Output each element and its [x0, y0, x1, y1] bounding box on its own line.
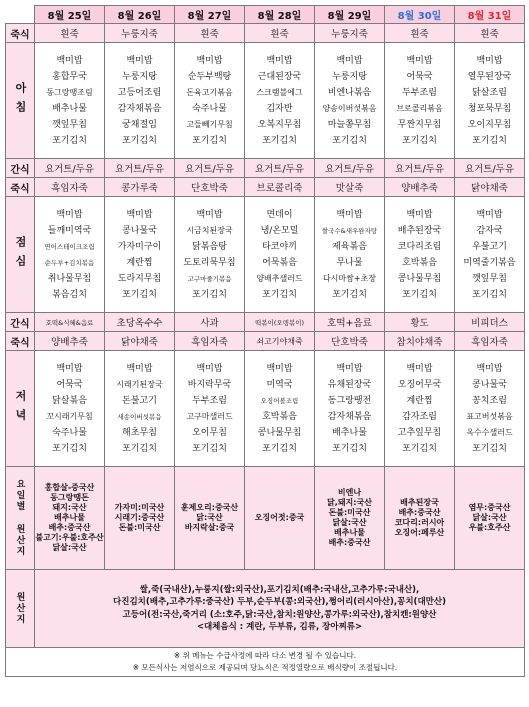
- menu-item: 포기김치: [262, 289, 297, 300]
- menu-item: 배추나물: [332, 427, 367, 438]
- menu-item: 미역국: [266, 379, 293, 390]
- menu-item: 오이무침: [192, 427, 227, 438]
- menu-item: 포기김치: [472, 443, 507, 454]
- menu-item: 마늘쫑무침: [327, 119, 372, 130]
- porridge-item: 단호박죽: [315, 332, 385, 351]
- menu-item: 포기김치: [262, 443, 297, 454]
- menu-item: 배추나물: [52, 103, 87, 114]
- dinner-porridge-row: [6, 332, 525, 351]
- daily-origin-row: [6, 467, 525, 570]
- menu-item: 스크램블에그: [256, 87, 303, 97]
- menu-item: 표고버섯볶음: [466, 411, 513, 421]
- menu-item: 깻잎무침: [472, 273, 507, 284]
- porridge-label: 죽식: [6, 332, 35, 351]
- dinner-menu: [35, 351, 105, 467]
- menu-item: 연어스테이크조림: [44, 242, 95, 251]
- breakfast-menu: [385, 43, 455, 159]
- menu-item: 두부조림: [402, 87, 437, 98]
- menu-item: 꼬시래기무침: [46, 411, 93, 421]
- menu-item: 감자채볶음: [117, 103, 162, 114]
- porridge-item: 양배추죽: [35, 332, 105, 351]
- lunch-porridge-row: [6, 178, 525, 197]
- date-header: 8월 26일: [105, 6, 175, 24]
- snack-item: 비피더스: [455, 313, 525, 332]
- daily-origin-text: 가자미:미국산 시래기:중국산 돈불:미국산: [105, 467, 175, 570]
- menu-item: 백미밥: [126, 363, 153, 374]
- menu-item: 우불고기: [472, 241, 507, 252]
- snack-item: 요거트/두유: [175, 159, 245, 178]
- menu-item: 고구마샐러드: [186, 411, 233, 421]
- dinner-menu: [175, 351, 245, 467]
- menu-item: 바지락무국: [187, 379, 232, 390]
- menu-item: 깻잎무침: [52, 119, 87, 130]
- porridge-item: 참치야채죽: [385, 332, 455, 351]
- footnotes: [6, 648, 525, 677]
- menu-item: 무나물: [336, 257, 363, 268]
- breakfast-menu: [455, 43, 525, 159]
- menu-item: 닭살볶음: [52, 395, 87, 406]
- snack-item: 요거트/두유: [245, 159, 315, 178]
- menu-item: 닭살조림: [472, 87, 507, 98]
- menu-item: 근대된장국: [257, 71, 302, 82]
- daily-origin-text: 배추된장국 배추:중국산 코다리:러시아 오징어:페루산: [385, 467, 455, 570]
- menu-item: 해초무침: [122, 427, 157, 438]
- daily-origin-label: 요일별 원산지: [6, 467, 35, 570]
- menu-item: 백미밥: [126, 55, 153, 66]
- afternoon-snack-row: [6, 313, 525, 332]
- menu-item: 포기김치: [122, 443, 157, 454]
- date-header-sunday: 8월 31일: [455, 6, 525, 24]
- snack-item: 떡볶이(오뎅볶이): [245, 313, 315, 332]
- menu-item: 옥수수샐러드: [466, 427, 513, 437]
- snack-item: 요거트/두유: [35, 159, 105, 178]
- menu-item: 가자미구이: [117, 241, 162, 252]
- menu-item: 무짠지무침: [397, 119, 442, 130]
- menu-item: 도토리묵무침: [183, 257, 236, 268]
- menu-item: 고들빼기무침: [186, 119, 233, 129]
- daily-origin-text: 홍합살-중국산 동그랑땡돈 돼지:국산 배추나물 배추:중국산 불고기:우불:호주산 닭살:국산: [35, 467, 105, 570]
- menu-item: 돈불고기: [122, 395, 157, 406]
- origin-line: 고등어(전:국산,죽거리 (소:호주,닭:국산,참치:원양산,콩가루:외국산),참치캔:원양산: [122, 609, 437, 620]
- menu-item: 호박볶음: [402, 257, 437, 268]
- menu-item: 오징어볼조림: [260, 396, 299, 405]
- menu-item: 포기김치: [192, 135, 227, 146]
- porridge-item: 닭야채죽: [455, 178, 525, 197]
- menu-item: 어묵국: [56, 379, 83, 390]
- snack-label: 간식: [6, 159, 35, 178]
- menu-item: 고구마줄기볶음: [187, 274, 232, 283]
- origin-text: [35, 570, 525, 648]
- menu-item: 궁채절임: [122, 119, 157, 130]
- menu-item: 오징어무국: [397, 379, 442, 390]
- menu-item: 호박볶음: [262, 411, 297, 422]
- menu-item: 백미밥: [196, 363, 223, 374]
- origin-line: 쌀,죽(국내산),누룽지(쌀:외국산),포기김치(배추:국내산,고추가루:국내산),: [139, 584, 420, 595]
- date-header-saturday: 8월 30일: [385, 6, 455, 24]
- origin-line: <대체음식 : 계란, 두부류, 김류, 장아찌류>: [196, 622, 363, 632]
- porridge-item: 콩가루죽: [105, 178, 175, 197]
- menu-item: 냉/온모밀: [260, 225, 299, 236]
- menu-item: 다시마쌈+초장: [322, 273, 377, 283]
- menu-item: 백미밥: [476, 363, 503, 374]
- menu-item: 백미밥: [336, 209, 363, 220]
- daily-origin-text: 비엔나 닭,돼지:국산 돈불:미국산 닭살:국산 배추나물 배추:중국산: [315, 467, 385, 570]
- lunch-menu: [245, 197, 315, 313]
- snack-item: 호떡&식혜&음료: [35, 313, 105, 332]
- menu-item: 백미밥: [196, 55, 223, 66]
- porridge-item: 쇠고기야채죽: [245, 332, 315, 351]
- menu-item: 포기김치: [192, 289, 227, 300]
- menu-item: 쌀국수&새우완자탕: [321, 226, 378, 235]
- porridge-item: 흰죽: [175, 24, 245, 43]
- date-header: 8월 29일: [315, 6, 385, 24]
- menu-item: 제육볶음: [332, 241, 367, 252]
- menu-item: 감자조림: [402, 411, 437, 422]
- menu-item: 백미밥: [406, 209, 433, 220]
- menu-item: 백미밥: [266, 363, 293, 374]
- date-header: 8월 25일: [35, 6, 105, 24]
- lunch-menu: [455, 197, 525, 313]
- corner-cell: [6, 6, 35, 24]
- menu-item: 백미밥: [336, 55, 363, 66]
- morning-snack-row: [6, 159, 525, 178]
- porridge-item: 단호박죽: [175, 178, 245, 197]
- date-header: 8월 27일: [175, 6, 245, 24]
- menu-item: 양배추샐러드: [256, 273, 303, 283]
- snack-item: 요거트/두유: [315, 159, 385, 178]
- morning-porridge-row: [6, 24, 525, 43]
- dinner-menu: [245, 351, 315, 467]
- origin-row: [6, 570, 525, 648]
- menu-item: 배추된장국: [397, 225, 442, 236]
- menu-item: 포기김치: [122, 289, 157, 300]
- snack-item: 황도: [385, 313, 455, 332]
- menu-item: 백미밥: [196, 209, 223, 220]
- breakfast-menu: [245, 43, 315, 159]
- menu-item: 백미밥: [126, 209, 153, 220]
- porridge-label: 죽식: [6, 24, 35, 43]
- menu-item: 백미밥: [56, 55, 83, 66]
- menu-item: 오이지무침: [467, 119, 512, 130]
- footnote-line: ※ 모든식사는 저염식으로 제공되며 당뇨식은 적정열량으로 배식량이 조절됩니다.: [132, 663, 398, 672]
- dinner-menu: [385, 351, 455, 467]
- dinner-label: 저녁: [6, 351, 35, 467]
- menu-item: 계란찜: [406, 395, 433, 406]
- porridge-item: 흰죽: [385, 24, 455, 43]
- menu-item: 유채된장국: [327, 379, 372, 390]
- menu-item: 오복지무침: [257, 119, 302, 130]
- menu-item: 백미밥: [56, 363, 83, 374]
- dinner-menu: [315, 351, 385, 467]
- menu-item: 백미밥: [406, 55, 433, 66]
- date-header: 8월 28일: [245, 6, 315, 24]
- menu-item: 두부조림: [192, 395, 227, 406]
- menu-item: 홍합무국: [52, 71, 87, 82]
- menu-item: 감자채볶음: [327, 411, 372, 422]
- porridge-item: 누룽지죽: [315, 24, 385, 43]
- menu-item: 백미밥: [476, 55, 503, 66]
- menu-item: 포기김치: [332, 289, 367, 300]
- menu-item: 청포묵무침: [467, 103, 512, 114]
- snack-label: 간식: [6, 313, 35, 332]
- dinner-menu: [105, 351, 175, 467]
- footnote-line: ※ 위 메뉴는 수급사정에 따라 다소 변경 될 수 있습니다.: [173, 651, 357, 660]
- menu-item: 숙주나물: [52, 427, 87, 438]
- breakfast-menu: [175, 43, 245, 159]
- menu-item: 백미밥: [476, 209, 503, 220]
- menu-item: 시래기된장국: [116, 379, 163, 389]
- porridge-item: 흑임자죽: [35, 178, 105, 197]
- menu-item: 미역줄기볶음: [463, 257, 516, 268]
- date-header-row: [6, 6, 525, 24]
- menu-item: 포기김치: [52, 443, 87, 454]
- menu-item: 비엔나볶음: [327, 87, 372, 98]
- porridge-item: 맛살죽: [315, 178, 385, 197]
- lunch-row: [6, 197, 525, 313]
- menu-item: 열무된장국: [467, 71, 512, 82]
- menu-item: 타코야끼: [262, 241, 297, 252]
- lunch-menu: [105, 197, 175, 313]
- snack-item: 사과: [175, 313, 245, 332]
- menu-item: 감자국: [476, 225, 503, 236]
- menu-item: 포기김치: [122, 135, 157, 146]
- menu-item: 도라지무침: [117, 273, 162, 284]
- menu-item: 들깨미역국: [47, 225, 92, 236]
- menu-item: 백미밥: [56, 209, 83, 220]
- origin-line: 다진김치(배추,고추가루:중국산) 두부,순두부(콩:외국산),쩡어리(러시아산),꽁치(대만산): [113, 597, 446, 607]
- menu-item: 포기김치: [332, 443, 367, 454]
- menu-sheet: [5, 5, 525, 677]
- menu-item: 포기김치: [402, 135, 437, 146]
- menu-item: 면데이: [266, 209, 293, 220]
- menu-item: 포기김치: [472, 289, 507, 300]
- menu-item: 포기김치: [402, 443, 437, 454]
- snack-item: 요거트/두유: [385, 159, 455, 178]
- porridge-item: 흰죽: [245, 24, 315, 43]
- menu-item: 백미밥: [406, 363, 433, 374]
- breakfast-menu: [315, 43, 385, 159]
- footnote-row: [6, 648, 525, 677]
- lunch-menu: [35, 197, 105, 313]
- dinner-row: [6, 351, 525, 467]
- breakfast-menu: [105, 43, 175, 159]
- menu-item: 포기김치: [402, 289, 437, 300]
- porridge-item: 흑임자죽: [175, 332, 245, 351]
- menu-item: 누룽지탕: [122, 71, 157, 82]
- menu-item: 고등어조림: [117, 87, 162, 98]
- menu-item: 포기김치: [192, 443, 227, 454]
- menu-item: 양송이버섯볶음: [322, 103, 377, 113]
- breakfast-row: [6, 43, 525, 159]
- menu-item: 포기김치: [472, 135, 507, 146]
- menu-item: 동그랑땡조림: [46, 87, 93, 97]
- lunch-menu: [385, 197, 455, 313]
- porridge-item: 닭야채죽: [105, 332, 175, 351]
- menu-item: 취나물무침: [47, 273, 92, 284]
- menu-item: 돈육고기볶음: [186, 87, 233, 97]
- lunch-label: 점심: [6, 197, 35, 313]
- porridge-item: 흑임자죽: [455, 332, 525, 351]
- dinner-menu: [455, 351, 525, 467]
- porridge-item: 누룽지죽: [105, 24, 175, 43]
- origin-label: 원산지: [6, 570, 35, 648]
- menu-item: 포기김치: [52, 135, 87, 146]
- menu-item: 콩나물국: [122, 225, 157, 236]
- daily-origin-text: 오징어젓:중국: [245, 467, 315, 570]
- menu-item: 백미밥: [266, 55, 293, 66]
- menu-item: 숙주나물: [192, 103, 227, 114]
- snack-item: 초당옥수수: [105, 313, 175, 332]
- lunch-menu: [175, 197, 245, 313]
- menu-item: 볶음김치: [52, 289, 87, 300]
- porridge-item: 흰죽: [35, 24, 105, 43]
- menu-item: 콩나물무침: [397, 273, 442, 284]
- menu-item: 포기김치: [262, 135, 297, 146]
- menu-item: 코다리조림: [397, 241, 442, 252]
- menu-item: 시금치된장국: [186, 225, 233, 235]
- snack-item: 요거트/두유: [455, 159, 525, 178]
- menu-item: 꽁치조림: [472, 395, 507, 406]
- daily-origin-text: 염무:중국산 닭살:국산 우불:호주산: [455, 467, 525, 570]
- porridge-item: 양배추죽: [385, 178, 455, 197]
- snack-item: 요거트/두유: [105, 159, 175, 178]
- menu-item: 브로콜리볶음: [396, 103, 443, 113]
- menu-item: 어묵볶음: [262, 257, 297, 268]
- menu-item: 콩나물국: [472, 379, 507, 390]
- menu-item: 새송이버섯볶음: [117, 412, 162, 421]
- menu-item: 계란찜: [126, 257, 153, 268]
- menu-item: 순두부+김치볶음: [44, 258, 95, 267]
- porridge-label: 죽식: [6, 178, 35, 197]
- menu-item: 백미밥: [336, 363, 363, 374]
- menu-item: 김자반: [266, 103, 293, 114]
- menu-item: 순두부백탕: [187, 71, 232, 82]
- lunch-menu: [315, 197, 385, 313]
- menu-item: 콩나물무침: [257, 427, 302, 438]
- menu-item: 어묵국: [406, 71, 433, 82]
- weekly-menu-table: [5, 5, 525, 677]
- daily-origin-text: 훈제오리:중국산 닭:국산 바지락살:중국: [175, 467, 245, 570]
- menu-item: 포기김치: [332, 135, 367, 146]
- menu-item: 닭볶음탕: [192, 241, 227, 252]
- menu-item: 고추잎무침: [397, 427, 442, 438]
- breakfast-menu: [35, 43, 105, 159]
- menu-item: 누룽지탕: [332, 71, 367, 82]
- porridge-item: 흰죽: [455, 24, 525, 43]
- porridge-item: 브로콜리죽: [245, 178, 315, 197]
- breakfast-label: 아침: [6, 43, 35, 159]
- menu-item: 동그랑땡전: [327, 395, 372, 406]
- snack-item: 호떡+음료: [315, 313, 385, 332]
